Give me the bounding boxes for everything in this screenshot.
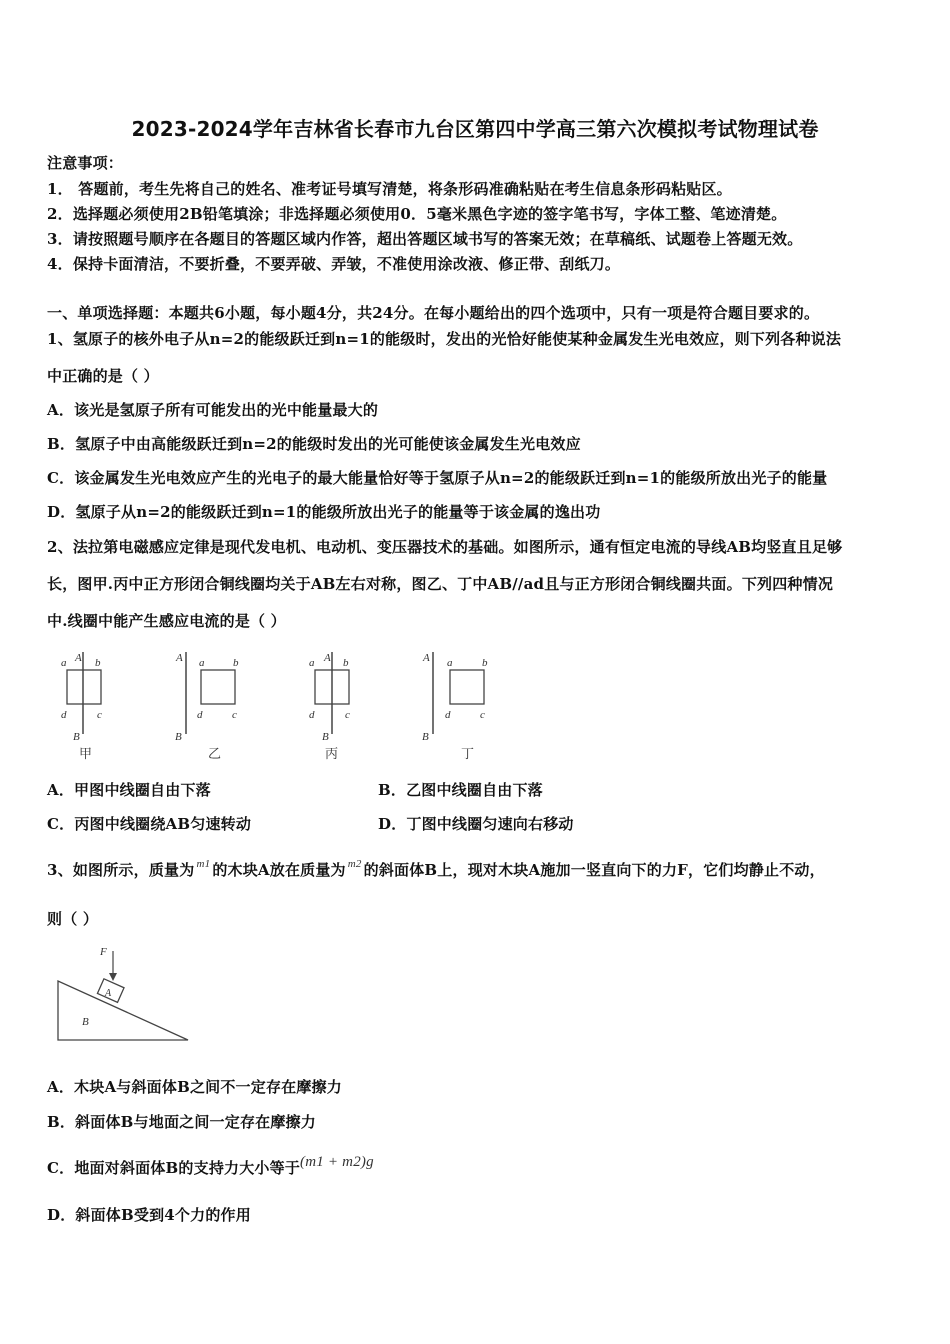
fig-ding-label-d: d bbox=[445, 709, 451, 721]
q2-stem-line1: 2、法拉第电磁感应定律是现代发电机、电动机、变压器技术的基础。如图所示，通有恒定电流的导线AB均竖直且足够 bbox=[47, 538, 843, 556]
fig-bing-label-b: b bbox=[343, 657, 349, 669]
q3-stem-part3: 的斜面体B上，现对木块A施加一竖直向下的力F，它们均静止不动， bbox=[363, 861, 825, 879]
q2-option-c: C．丙图中线圈绕AB匀速转动 bbox=[47, 815, 252, 833]
q1-option-d: D．氢原子从n=2的能级跃迁到n=1的能级所放出光子的能量等于该金属的逸出功 bbox=[47, 503, 601, 521]
q2-option-a: A．甲图中线圈自由下落 bbox=[47, 781, 211, 799]
fig-bing-label-c: c bbox=[345, 709, 350, 721]
q1-option-a: A．该光是氢原子所有可能发出的光中能量最大的 bbox=[47, 401, 379, 419]
fig-yi-label-c: c bbox=[232, 709, 237, 721]
fig-ding-caption: 丁 bbox=[461, 746, 475, 761]
q3-option-c-formula: (m1 + m2)g bbox=[300, 1154, 374, 1170]
fig-jia-label-B: B bbox=[73, 731, 80, 743]
fig-ding-label-c: c bbox=[480, 709, 485, 721]
fig-bing-label-d: d bbox=[309, 709, 315, 721]
q3-stem-part2: 的木块A放在质量为 bbox=[212, 861, 346, 879]
fig-yi-label-a: a bbox=[199, 657, 205, 669]
fig-bing-label-a: a bbox=[309, 657, 315, 669]
label-force-f: F bbox=[100, 946, 107, 958]
q3-m1: m1 bbox=[196, 858, 211, 870]
notice-heading: 注意事项： bbox=[47, 154, 124, 172]
fig-ding-label-a: a bbox=[447, 657, 453, 669]
page-title: 2023-2024学年吉林省长春市九台区第四中学高三第六次模拟考试物理试卷 bbox=[131, 117, 819, 141]
q2-stem-line2: 长，图甲.丙中正方形闭合铜线圈均关于AB左右对称，图乙、丁中AB//ad且与正方形闭合铜线圈共面。下列四种情况 bbox=[47, 575, 834, 593]
figure-yi bbox=[175, 652, 239, 761]
q1-stem-line2: 中正确的是（ ） bbox=[47, 367, 159, 385]
figure-bing bbox=[309, 652, 350, 761]
fig-ding-label-B: B bbox=[422, 731, 429, 743]
q2-figures bbox=[55, 648, 565, 764]
q3-option-a: A．木块A与斜面体B之间不一定存在摩擦力 bbox=[47, 1078, 342, 1096]
q3-option-c bbox=[47, 1154, 374, 1178]
fig-yi-label-A: A bbox=[176, 652, 183, 664]
notice-item-2: 2．选择题必须使用2B铅笔填涂；非选择题必须使用0．5毫米黑色字迹的签字笔书写，字体工整、笔迹清楚。 bbox=[47, 205, 787, 223]
q2-stem-line3: 中.线圈中能产生感应电流的是（ ） bbox=[47, 612, 286, 630]
fig-jia-label-A: A bbox=[75, 652, 82, 664]
fig-yi-label-B: B bbox=[175, 731, 182, 743]
fig-jia-label-c: c bbox=[97, 709, 102, 721]
q3-option-b: B．斜面体B与地面之间一定存在摩擦力 bbox=[47, 1113, 316, 1131]
q2-option-b: B．乙图中线圈自由下落 bbox=[378, 781, 543, 799]
q3-incline-figure bbox=[52, 943, 194, 1045]
q3-stem-part1: 3、如图所示，质量为 bbox=[47, 861, 195, 879]
fig-jia-label-a: a bbox=[61, 657, 67, 669]
notice-item-4: 4．保持卡面清洁，不要折叠，不要弄破、弄皱，不准使用涂改液、修正带、刮纸刀。 bbox=[47, 255, 621, 273]
q3-stem-line1 bbox=[47, 859, 825, 880]
q3-option-c-text: C．地面对斜面体B的支持力大小等于 bbox=[47, 1159, 301, 1177]
q1-stem-line1: 1、氢原子的核外电子从n=2的能级跃迁到n=1的能级时，发出的光恰好能使某种金属发生光电效应，则下列各种说法 bbox=[47, 330, 842, 348]
section-heading: 一、单项选择题：本题共6小题，每小题4分，共24分。在每小题给出的四个选项中，只有一项是符合题目要求的。 bbox=[47, 304, 820, 322]
fig-yi-label-d: d bbox=[197, 709, 203, 721]
q2-option-d: D．丁图中线圈匀速向右移动 bbox=[378, 815, 574, 833]
fig-bing-label-B: B bbox=[322, 731, 329, 743]
figure-ding bbox=[422, 652, 488, 761]
q3-option-d: D．斜面体B受到4个力的作用 bbox=[47, 1206, 251, 1224]
q1-option-c: C．该金属发生光电效应产生的光电子的最大能量恰好等于氢原子从n=2的能级跃迁到n=1的能级所放出光子的能量 bbox=[47, 469, 828, 487]
fig-bing-label-A: A bbox=[324, 652, 331, 664]
fig-yi-label-b: b bbox=[233, 657, 239, 669]
fig-bing-caption: 丙 bbox=[325, 746, 339, 761]
fig-jia-label-b: b bbox=[95, 657, 101, 669]
figure-jia bbox=[61, 652, 102, 761]
notice-item-3: 3．请按照题号顺序在各题目的答题区域内作答，超出答题区域书写的答案无效；在草稿纸、试题卷上答题无效。 bbox=[47, 230, 803, 248]
label-incline-b: B bbox=[82, 1016, 89, 1028]
q1-option-b: B．氢原子中由高能级跃迁到n=2的能级时发出的光可能使该金属发生光电效应 bbox=[47, 435, 581, 453]
fig-jia-label-d: d bbox=[61, 709, 67, 721]
fig-yi-caption: 乙 bbox=[208, 746, 222, 761]
label-block-a: A bbox=[105, 988, 112, 999]
q3-stem-line2: 则（ ） bbox=[47, 910, 99, 928]
fig-ding-label-b: b bbox=[482, 657, 488, 669]
q3-m2: m2 bbox=[347, 858, 362, 870]
fig-jia-caption: 甲 bbox=[79, 746, 93, 761]
fig-ding-label-A: A bbox=[423, 652, 430, 664]
notice-item-1: 1． 答题前，考生先将自己的姓名、准考证号填写清楚，将条形码准确粘贴在考生信息条形码粘贴区。 bbox=[47, 180, 732, 198]
